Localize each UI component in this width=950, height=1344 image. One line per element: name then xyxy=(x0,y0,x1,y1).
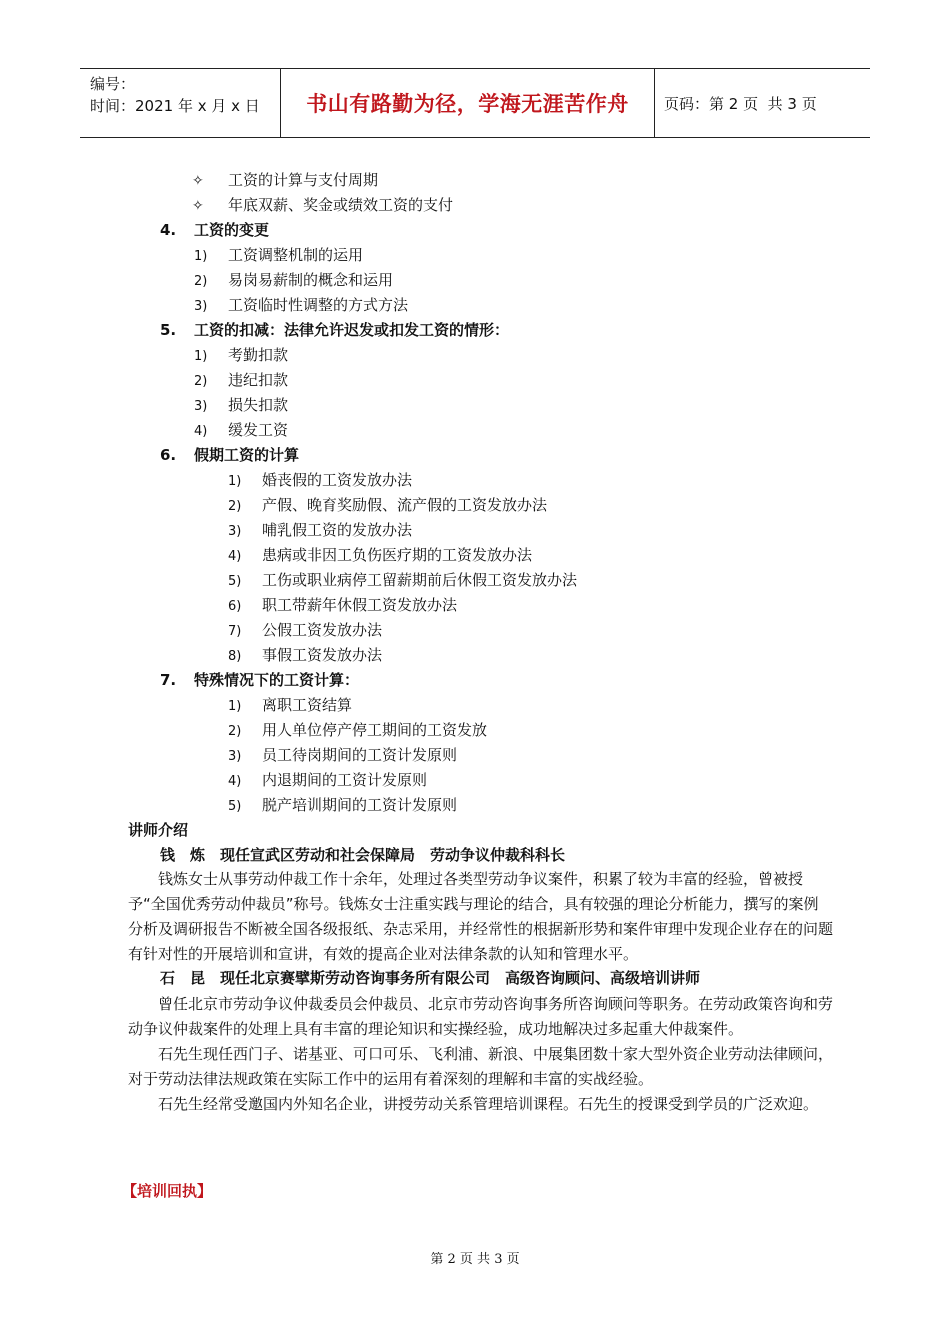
instructor-bio-shi-1: 曾任北京市劳动争议仲裁委员会仲裁员、北京市劳动咨询事务所咨询顾问等职务。在劳动政策咨询和劳动争议仲裁案件的处理上具有丰富的理论知识和实操经验，成功地解决过多起重大仲裁案件。 xyxy=(128,995,834,1038)
list-item: 3) 损失扣款 xyxy=(194,396,289,414)
section-heading: 4. 工资的变更 xyxy=(160,221,270,239)
page-header xyxy=(80,68,870,138)
diamond-bullet-icon: ✧ xyxy=(192,173,204,189)
list-item: 1) 考勤扣款 xyxy=(194,346,289,364)
list-item: 6) 职工带薪年休假工资发放办法 xyxy=(228,596,458,614)
list-item: ✧ 工资的计算与支付周期 xyxy=(192,171,379,189)
list-item: 5) 工伤或职业病停工留薪期前后休假工资发放办法 xyxy=(228,571,578,589)
number-label: 编号： xyxy=(90,75,136,93)
list-item: 7) 公假工资发放办法 xyxy=(228,621,383,639)
list-item: 3) 工资临时性调整的方式方法 xyxy=(194,296,409,314)
header-motto: 书山有路勤为径，学海无涯苦作舟 xyxy=(306,92,629,116)
diamond-bullet-icon: ✧ xyxy=(192,198,204,214)
section-heading: 6. 假期工资的计算 xyxy=(160,446,300,464)
list-item: 2) 产假、晚育奖励假、流产假的工资发放办法 xyxy=(228,496,548,514)
instructor-bio-shi-2: 石先生现任西门子、诺基亚、可口可乐、飞利浦、新浪、中展集团数十家大型外资企业劳动法律顾问，对于劳动法律法规政策在实际工作中的运用有着深刻的理解和丰富的实战经验。 xyxy=(128,1045,834,1088)
list-item: 8) 事假工资发放办法 xyxy=(228,646,383,664)
section-heading: 7. 特殊情况下的工资计算： xyxy=(160,671,360,689)
header-page-code: 页码：第 2 页 共 3 页 xyxy=(664,94,817,113)
list-item: ✧ 年底双薪、奖金或绩效工资的支付 xyxy=(192,196,454,214)
page-footer: 第 2 页 共 3 页 xyxy=(430,1252,520,1267)
list-item: 1) 工资调整机制的运用 xyxy=(194,246,364,264)
section-heading: 5. 工资的扣减：法律允许迟发或扣发工资的情形： xyxy=(160,321,510,339)
list-item: 2) 易岗易薪制的概念和运用 xyxy=(194,271,394,289)
instructors-heading: 讲师介绍 xyxy=(128,821,189,839)
header-meta xyxy=(90,73,280,117)
list-item: 4) 患病或非因工负伤医疗期的工资发放办法 xyxy=(228,546,533,564)
instructor-bio-qian: 钱炼女士从事劳动仲裁工作十余年，处理过各类型劳动争议案件，积累了较为丰富的经验，曾被授予“全国优秀劳动仲裁员”称号。钱炼女士注重实践与理论的结合，具有较强的理论分析能力，撰写的案例分析及调研报告不断被全国各级报纸、杂志采用，并经常性的根据新形势和案件审理中发现企业存在的问题有针对性的开展培训和宣讲，有效的提高企业对法律条款的认知和管理水平。 xyxy=(128,870,834,963)
list-item: 3) 员工待岗期间的工资计发原则 xyxy=(228,746,458,764)
header-divider xyxy=(654,69,655,137)
list-item: 1) 离职工资结算 xyxy=(228,696,353,714)
time-label: 时间：2021 年 x 月 x 日 xyxy=(90,97,260,115)
list-item: 3) 哺乳假工资的发放办法 xyxy=(228,521,413,539)
instructor-bio-shi-3: 石先生经常受邀国内外知名企业，讲授劳动关系管理培训课程。石先生的授课受到学员的广泛欢迎。 xyxy=(158,1095,819,1113)
list-item: 2) 用人单位停产停工期间的工资发放 xyxy=(228,721,488,739)
list-item: 1) 婚丧假的工资发放办法 xyxy=(228,471,413,489)
list-item: 2) 违纪扣款 xyxy=(194,371,289,389)
receipt-label: 【培训回执】 xyxy=(122,1182,213,1200)
instructor-title-qian: 钱 炼 现任宣武区劳动和社会保障局 劳动争议仲裁科科长 xyxy=(160,846,566,864)
instructor-title-shi: 石 昆 现任北京赛擘斯劳动咨询事务所有限公司 高级咨询顾问、高级培训讲师 xyxy=(160,969,701,987)
list-item: 4) 缓发工资 xyxy=(194,421,289,439)
list-item: 4) 内退期间的工资计发原则 xyxy=(228,771,428,789)
list-item: 5) 脱产培训期间的工资计发原则 xyxy=(228,796,458,814)
